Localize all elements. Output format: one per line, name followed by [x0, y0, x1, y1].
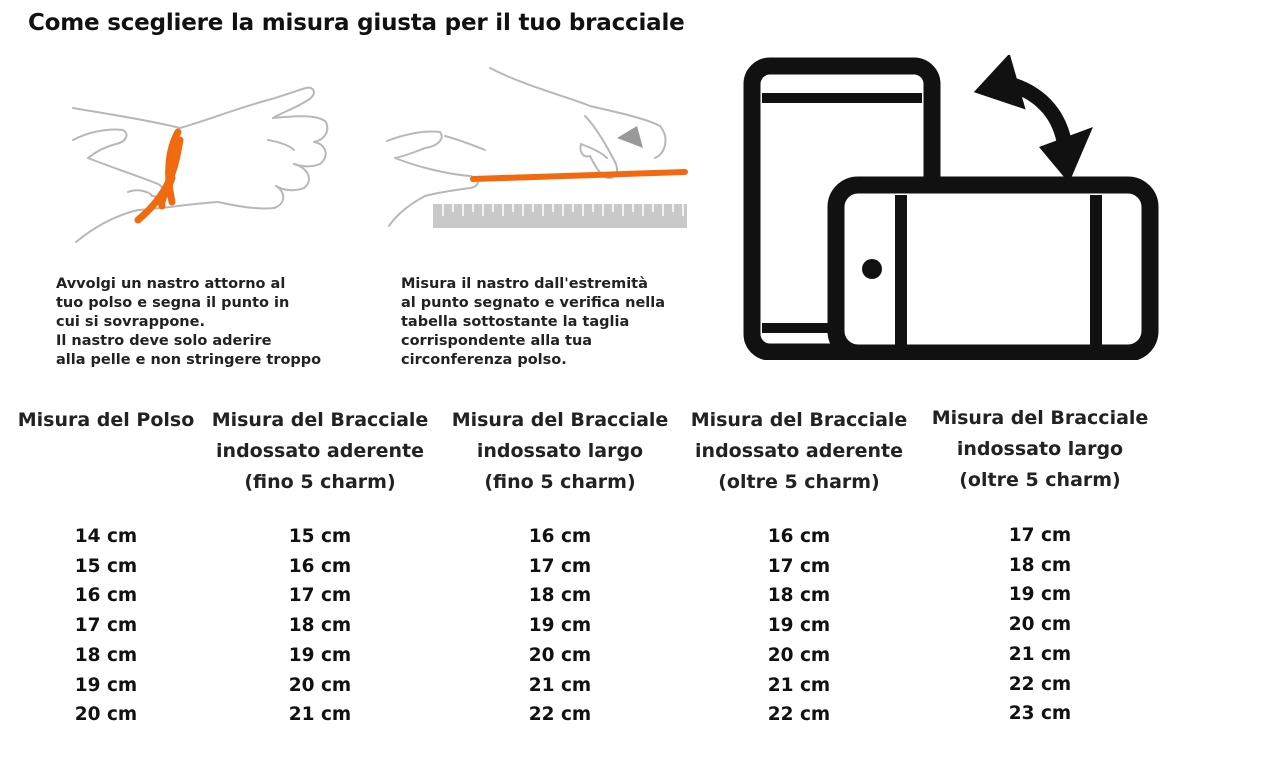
table-cell: 19 cm: [74, 674, 138, 696]
header-line: (fino 5 charm): [244, 471, 396, 493]
step-1-line: cui si sovrappone.: [56, 314, 205, 330]
table-cell: 18 cm: [1008, 554, 1072, 576]
table-cell: 19 cm: [288, 644, 352, 666]
header-line: (fino 5 charm): [484, 471, 636, 493]
table-cell: 20 cm: [1008, 614, 1072, 636]
table-cell: 23 cm: [1008, 703, 1072, 725]
header-line: indossato largo: [476, 440, 644, 462]
column-values-largo-oltre: [1009, 521, 1071, 729]
table-cell: 20 cm: [528, 644, 592, 666]
table-cell: 20 cm: [288, 674, 352, 696]
table-cell: 18 cm: [74, 644, 138, 666]
header-line: Misura del Bracciale: [931, 407, 1149, 429]
step-2-line: tabella sottostante la taglia: [401, 314, 630, 330]
table-cell: 22 cm: [528, 704, 592, 726]
step-2-line: corrispondente alla tua: [401, 333, 593, 349]
table-cell: 16 cm: [528, 526, 592, 547]
step-2-text: [401, 275, 665, 370]
table-cell: 17 cm: [288, 585, 352, 607]
table-cell: 21 cm: [528, 674, 592, 696]
table-cell: 16 cm: [288, 555, 352, 577]
table-cell: 14 cm: [74, 526, 138, 547]
table-cell: 17 cm: [74, 615, 138, 637]
table-cell: 16 cm: [767, 526, 831, 547]
column-values-polso: [75, 522, 137, 730]
rotate-phone-icon: [743, 55, 1163, 360]
column-header-largo-oltre: [932, 403, 1149, 496]
step-1-line: Avvolgi un nastro attorno al: [56, 276, 286, 292]
column-header-aderente-fino: [212, 405, 429, 498]
column-values-largo-fino: [529, 522, 591, 730]
page-title: Come scegliere la misura giusta per il tuo bracciale: [28, 10, 685, 36]
wrist-tape-icon: [68, 80, 338, 245]
column-header-polso: [18, 405, 195, 436]
table-cell: 19 cm: [1008, 584, 1072, 606]
step-2-line: al punto segnato e verifica nella: [401, 295, 666, 311]
step-2-line: Misura il nastro dall'estremità: [401, 276, 648, 292]
ruler-measure-icon: [385, 66, 695, 236]
header-line: Misura del Bracciale: [690, 409, 908, 431]
table-cell: 17 cm: [767, 555, 831, 577]
header-line: (oltre 5 charm): [959, 469, 1121, 491]
column-header-largo-fino: [452, 405, 669, 498]
column-values-aderente-oltre: [768, 522, 830, 730]
step-1-text: [56, 275, 321, 370]
table-cell: 15 cm: [74, 555, 138, 577]
table-cell: 18 cm: [767, 585, 831, 607]
header-line: Misura del Bracciale: [451, 409, 669, 431]
table-cell: 18 cm: [288, 615, 352, 637]
table-cell: 16 cm: [74, 585, 138, 607]
header-line: Misura del Polso: [17, 409, 195, 431]
column-values-aderente-fino: [289, 522, 351, 730]
table-cell: 21 cm: [767, 674, 831, 696]
step-1-line: Il nastro deve solo aderire: [56, 333, 272, 349]
table-cell: 17 cm: [1008, 525, 1072, 546]
header-line: indossato aderente: [216, 440, 424, 462]
table-cell: 20 cm: [74, 704, 138, 726]
table-cell: 22 cm: [767, 704, 831, 726]
table-cell: 15 cm: [288, 526, 352, 547]
table-cell: 21 cm: [288, 704, 352, 726]
step-1-line: alla pelle e non stringere troppo: [56, 352, 322, 368]
step-1-line: tuo polso e segna il punto in: [56, 295, 290, 311]
table-cell: 19 cm: [528, 615, 592, 637]
header-line: indossato aderente: [695, 440, 903, 462]
step-2-line: circonferenza polso.: [401, 352, 567, 368]
table-cell: 21 cm: [1008, 643, 1072, 665]
table-cell: 20 cm: [767, 644, 831, 666]
column-header-aderente-oltre: [691, 405, 908, 498]
table-cell: 19 cm: [767, 615, 831, 637]
header-line: Misura del Bracciale: [211, 409, 429, 431]
table-cell: 22 cm: [1008, 673, 1072, 695]
header-line: indossato largo: [956, 438, 1124, 460]
table-cell: 18 cm: [528, 585, 592, 607]
table-cell: 17 cm: [528, 555, 592, 577]
header-line: (oltre 5 charm): [718, 471, 880, 493]
